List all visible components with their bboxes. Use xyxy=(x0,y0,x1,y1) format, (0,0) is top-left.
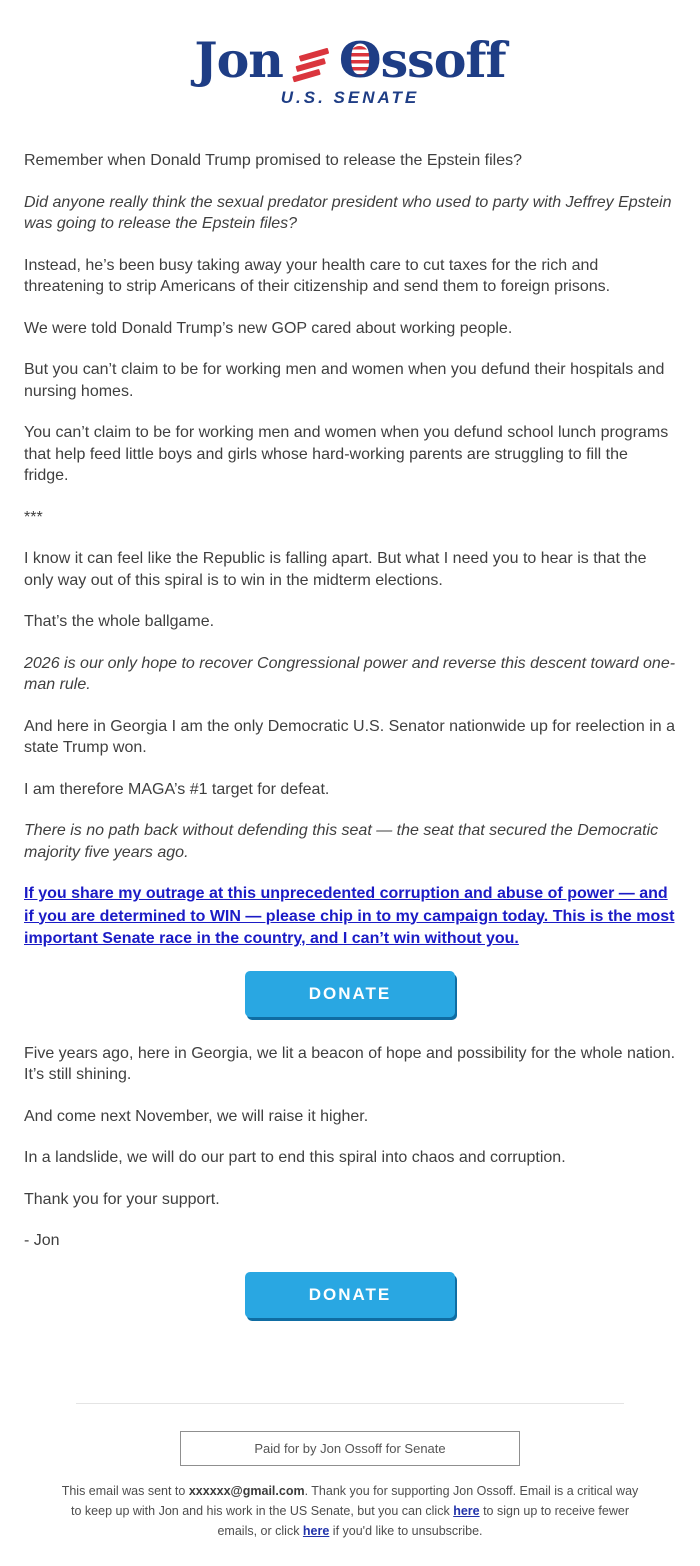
body-paragraph: Five years ago, here in Georgia, we lit a beacon of hope and possibility for the whole nation. It’s still shining. xyxy=(24,1044,676,1083)
body-paragraph: Thank you for your support. xyxy=(24,1190,220,1208)
footer-sent-prefix: This email was sent to xyxy=(61,1483,189,1498)
body-paragraph xyxy=(24,883,676,951)
logo-wordmark xyxy=(0,31,700,89)
section-separator: *** xyxy=(24,508,43,526)
email-body xyxy=(0,150,700,1318)
body-paragraph: We were told Donald Trump’s new GOP cared about working people. xyxy=(24,319,513,337)
campaign-logo xyxy=(0,0,700,108)
body-paragraph: You can’t claim to be for working men and women when you defund school lunch programs that help feed little boys and girls whose hard-working parents are struggling to fill the fridge. xyxy=(24,424,669,484)
body-paragraph: But you can’t claim to be for working men and women when you defund their hospitals and nursing homes. xyxy=(24,361,665,400)
donate-button-row xyxy=(24,1272,676,1318)
logo-first-name: Jon xyxy=(194,31,283,89)
body-paragraph: In a landslide, we will do our part to end this spiral into chaos and corruption. xyxy=(24,1149,566,1166)
body-paragraph: Remember when Donald Trump promised to release the Epstein files? xyxy=(24,152,523,169)
body-paragraph: Instead, he’s been busy taking away your health care to cut taxes for the rich and threatening to strip Americans of their citizenship and send them to foreign prisons. xyxy=(24,256,611,295)
body-paragraph: I know it can feel like the Republic is falling apart. But what I need you to hear is that the only way out of this spiral is to win in the midterm elections. xyxy=(24,550,647,589)
donate-button-row xyxy=(24,971,676,1017)
body-paragraph: And come next November, we will raise it higher. xyxy=(24,1107,369,1125)
flag-stripes-icon xyxy=(290,48,332,84)
paid-for-disclaimer: Paid for by Jon Ossoff for Senate xyxy=(180,1431,520,1466)
body-paragraph: There is no path back without defending this seat — the seat that secured the Democratic majority five years ago. xyxy=(24,822,659,861)
signature: - Jon xyxy=(24,1232,60,1249)
footer-mid-text: . Thank you for supporting Jon Ossoff. Email is a critical way to keep up with Jon and his work in the US Senate, but you can click xyxy=(71,1483,639,1518)
footer-legal-text xyxy=(61,1481,639,1553)
logo-subtitle: U.S. SENATE xyxy=(280,88,420,107)
body-paragraph: That’s the whole ballgame. xyxy=(24,613,215,630)
donate-button-secondary[interactable]: DONATE xyxy=(245,1272,455,1318)
unsubscribe-link[interactable]: here xyxy=(302,1523,330,1538)
body-paragraph: Did anyone really think the sexual predator president who used to party with Jeffrey Epstein was going to release the Epstein files? xyxy=(24,193,672,232)
body-paragraph: 2026 is our only hope to recover Congressional power and reverse this descent toward one-man rule. xyxy=(24,654,676,693)
donate-button[interactable]: DONATE xyxy=(245,971,455,1017)
logo-last-name xyxy=(338,31,506,89)
footer-divider xyxy=(76,1403,624,1404)
body-paragraph: I am therefore MAGA’s #1 target for defeat. xyxy=(24,780,330,798)
body-paragraph: And here in Georgia I am the only Democratic U.S. Senator nationwide up for reelection in a state Trump won. xyxy=(24,717,676,756)
recipient-email: xxxxxx@gmail.com xyxy=(188,1483,305,1498)
fewer-emails-link[interactable]: here xyxy=(453,1503,480,1518)
footer-mid-text: to sign up to receive fewer emails, or click xyxy=(217,1503,629,1538)
logo-striped-o: O xyxy=(338,31,381,89)
chip-in-link[interactable]: If you share my outrage at this unprecedented corruption and abuse of power — and if you are determined to WIN — please chip in to my campaign today. This is the most important Senate race in the country, and I can’t win without you. xyxy=(24,885,675,947)
logo-last-name-rest: ssoff xyxy=(380,31,506,89)
footer-suffix-text: if you'd like to unsubscribe. xyxy=(329,1523,483,1538)
email-footer xyxy=(0,1403,700,1553)
